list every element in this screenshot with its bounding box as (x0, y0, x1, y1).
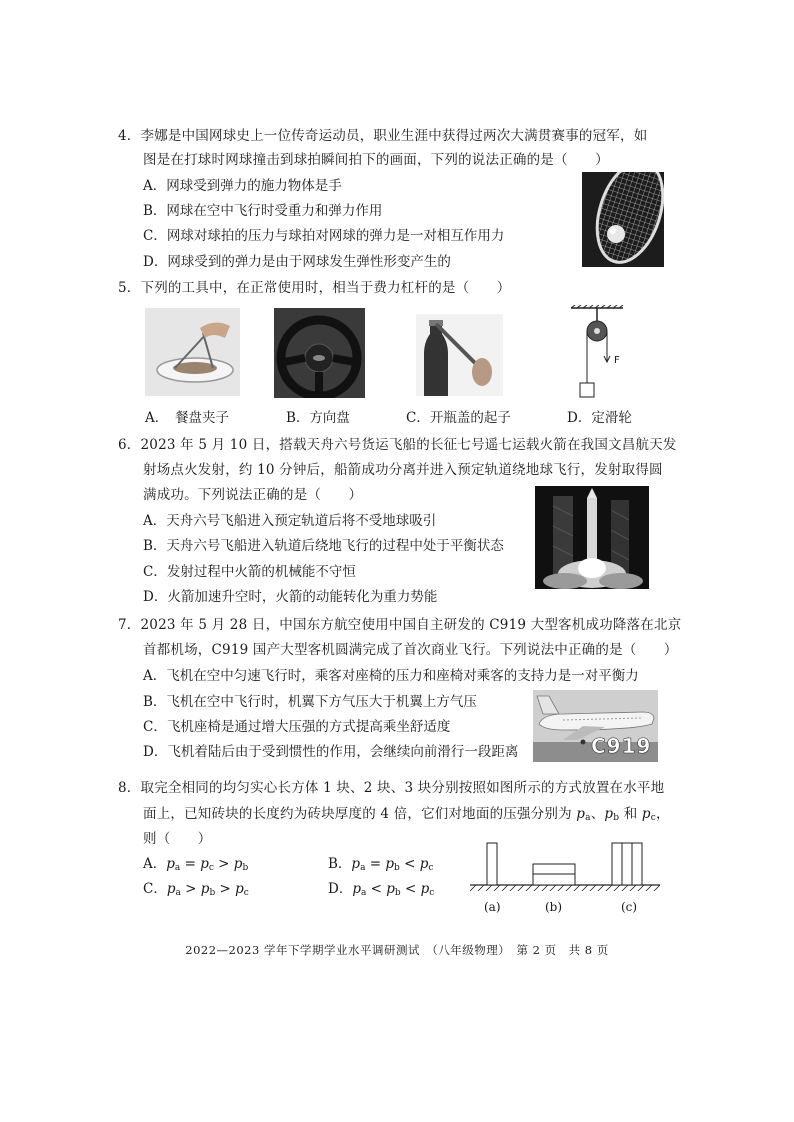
q6-stem-line3: 满成功。下列说法正确的是（ ） (143, 487, 363, 503)
q7-option-a: A．飞机在空中匀速飞行时，乘客对座椅的压力和座椅对乘客的支持力是一对平衡力 (143, 668, 639, 684)
brick-c-1 (612, 843, 622, 885)
q7-option-d: D．飞机着陆后由于受到惯性的作用，会继续向前滑行一段距离 (143, 744, 519, 760)
fig-label-c: (c) (621, 900, 638, 914)
sub-c: c (650, 813, 656, 823)
q6-option-d: D．火箭加速升空时，火箭的动能转化为重力势能 (143, 589, 438, 605)
q6-stem-line2: 射场点火发射，约 10 分钟后，船箭成功分离并进入预定轨道绕地球飞行，发射取得圆 (143, 462, 663, 478)
pressure-symbol: p (604, 806, 614, 822)
q4-option-d: D．网球受到的弹力是由于网球发生弹性形变产生的 (143, 254, 451, 270)
bottle-opener-photo (416, 314, 503, 396)
brick-pressure-diagram (470, 835, 660, 920)
brick-b-top (533, 864, 575, 874)
and-text: 和 (619, 806, 642, 822)
sub-a: a (585, 813, 591, 823)
q8-stem-line2 (143, 805, 670, 827)
brick-a (487, 843, 497, 885)
q6-option-a: A．天舟六号飞船进入预定轨道后将不受地球吸引 (143, 513, 437, 529)
sub-b: b (613, 813, 620, 823)
q8-option-d: D．$p_a < p_b < p_c$ (328, 881, 435, 898)
q8-stem-line1: 8．取完全相同的均匀实心长方体 1 块、2 块、3 块分别按照如图所示的方式放置在水平地 (118, 780, 665, 796)
q6-option-b: B．天舟六号飞船进入轨道后绕地飞行的过程中处于平衡状态 (143, 538, 504, 554)
brick-b-bottom (533, 874, 575, 885)
q5-stem: 5．下列的工具中，在正常使用时，相当于费力杠杆的是（ ） (118, 280, 511, 296)
q8-option-c: C．$p_a > p_b > p_c$ (143, 881, 249, 898)
q8-option-b: B．$p_a = p_b < p_c$ (328, 856, 434, 873)
q7-option-b: B．飞机在空中飞行时，机翼下方气压大于机翼上方气压 (143, 694, 477, 710)
q7-option-c: C．飞机座椅是通过增大压强的方式提高乘坐舒适度 (143, 719, 451, 735)
q5-caption-d: D．定滑轮 (567, 410, 632, 426)
q4-stem-line1: 4．李娜是中国网球史上一位传奇运动员，职业生涯中获得过两次大满贯赛事的冠军，如 (118, 128, 648, 144)
q4-option-c: C．网球对球拍的压力与球拍对网球的弹力是一对相互作用力 (143, 228, 505, 244)
q6-stem-line1: 6．2023 年 5 月 10 日，搭载天舟六号货运飞船的长征七号遥七运载火箭在我国文昌航天发 (118, 437, 677, 453)
c919-plane-photo (533, 690, 658, 762)
q4-option-b: B．网球在空中飞行时受重力和弹力作用 (143, 203, 383, 219)
brick-c-3 (632, 843, 642, 885)
pulley-force-label: F (614, 355, 620, 366)
plate-clamp-photo (145, 308, 240, 396)
tennis-racket-photo (582, 172, 664, 267)
q5-caption-a: A． 餐盘夹子 (145, 410, 229, 426)
pressure-symbol: p (641, 806, 651, 822)
fixed-pulley-diagram (567, 305, 627, 400)
q8-stem-line3: 则（ ） (143, 831, 212, 847)
q7-stem-line1: 7．2023 年 5 月 28 日，中国东方航空使用中国自主研发的 C919 大型客机成功降落在北京 (118, 617, 682, 633)
fig-label-a: (a) (484, 900, 501, 914)
c919-logo-text: C919 (591, 734, 652, 758)
sep: 、 (590, 806, 605, 822)
q8-option-a: A．$p_a = p_c > p_b$ (143, 856, 249, 873)
q8-stem2-text: 面上，已知砖块的长度约为砖块厚度的 4 倍，它们对地面的压强分别为 (143, 806, 577, 822)
q5-caption-c: C．开瓶盖的起子 (406, 410, 511, 426)
q5-caption-b: B．方向盘 (286, 410, 350, 426)
comma: ， (655, 806, 670, 822)
steering-wheel-photo (274, 308, 365, 398)
q4-option-a: A．网球受到弹力的施力物体是手 (143, 178, 342, 194)
pressure-symbol: p (576, 806, 586, 822)
rocket-launch-photo (535, 486, 649, 589)
q7-stem-line2: 首都机场，C919 国产大型客机圆满完成了首次商业飞行。下列说法中正确的是（ ） (143, 642, 678, 658)
page-footer: 2022—2023 学年下学期学业水平调研测试 （八年级物理） 第 2 页 共 8 页 (185, 943, 609, 957)
q6-option-c: C．发射过程中火箭的机械能不守恒 (143, 564, 356, 580)
q4-stem-line2: 图是在打球时网球撞击到球拍瞬间拍下的画面，下列的说法正确的是（ ） (143, 152, 609, 168)
fig-label-b: (b) (545, 900, 563, 914)
brick-c-2 (622, 843, 632, 885)
